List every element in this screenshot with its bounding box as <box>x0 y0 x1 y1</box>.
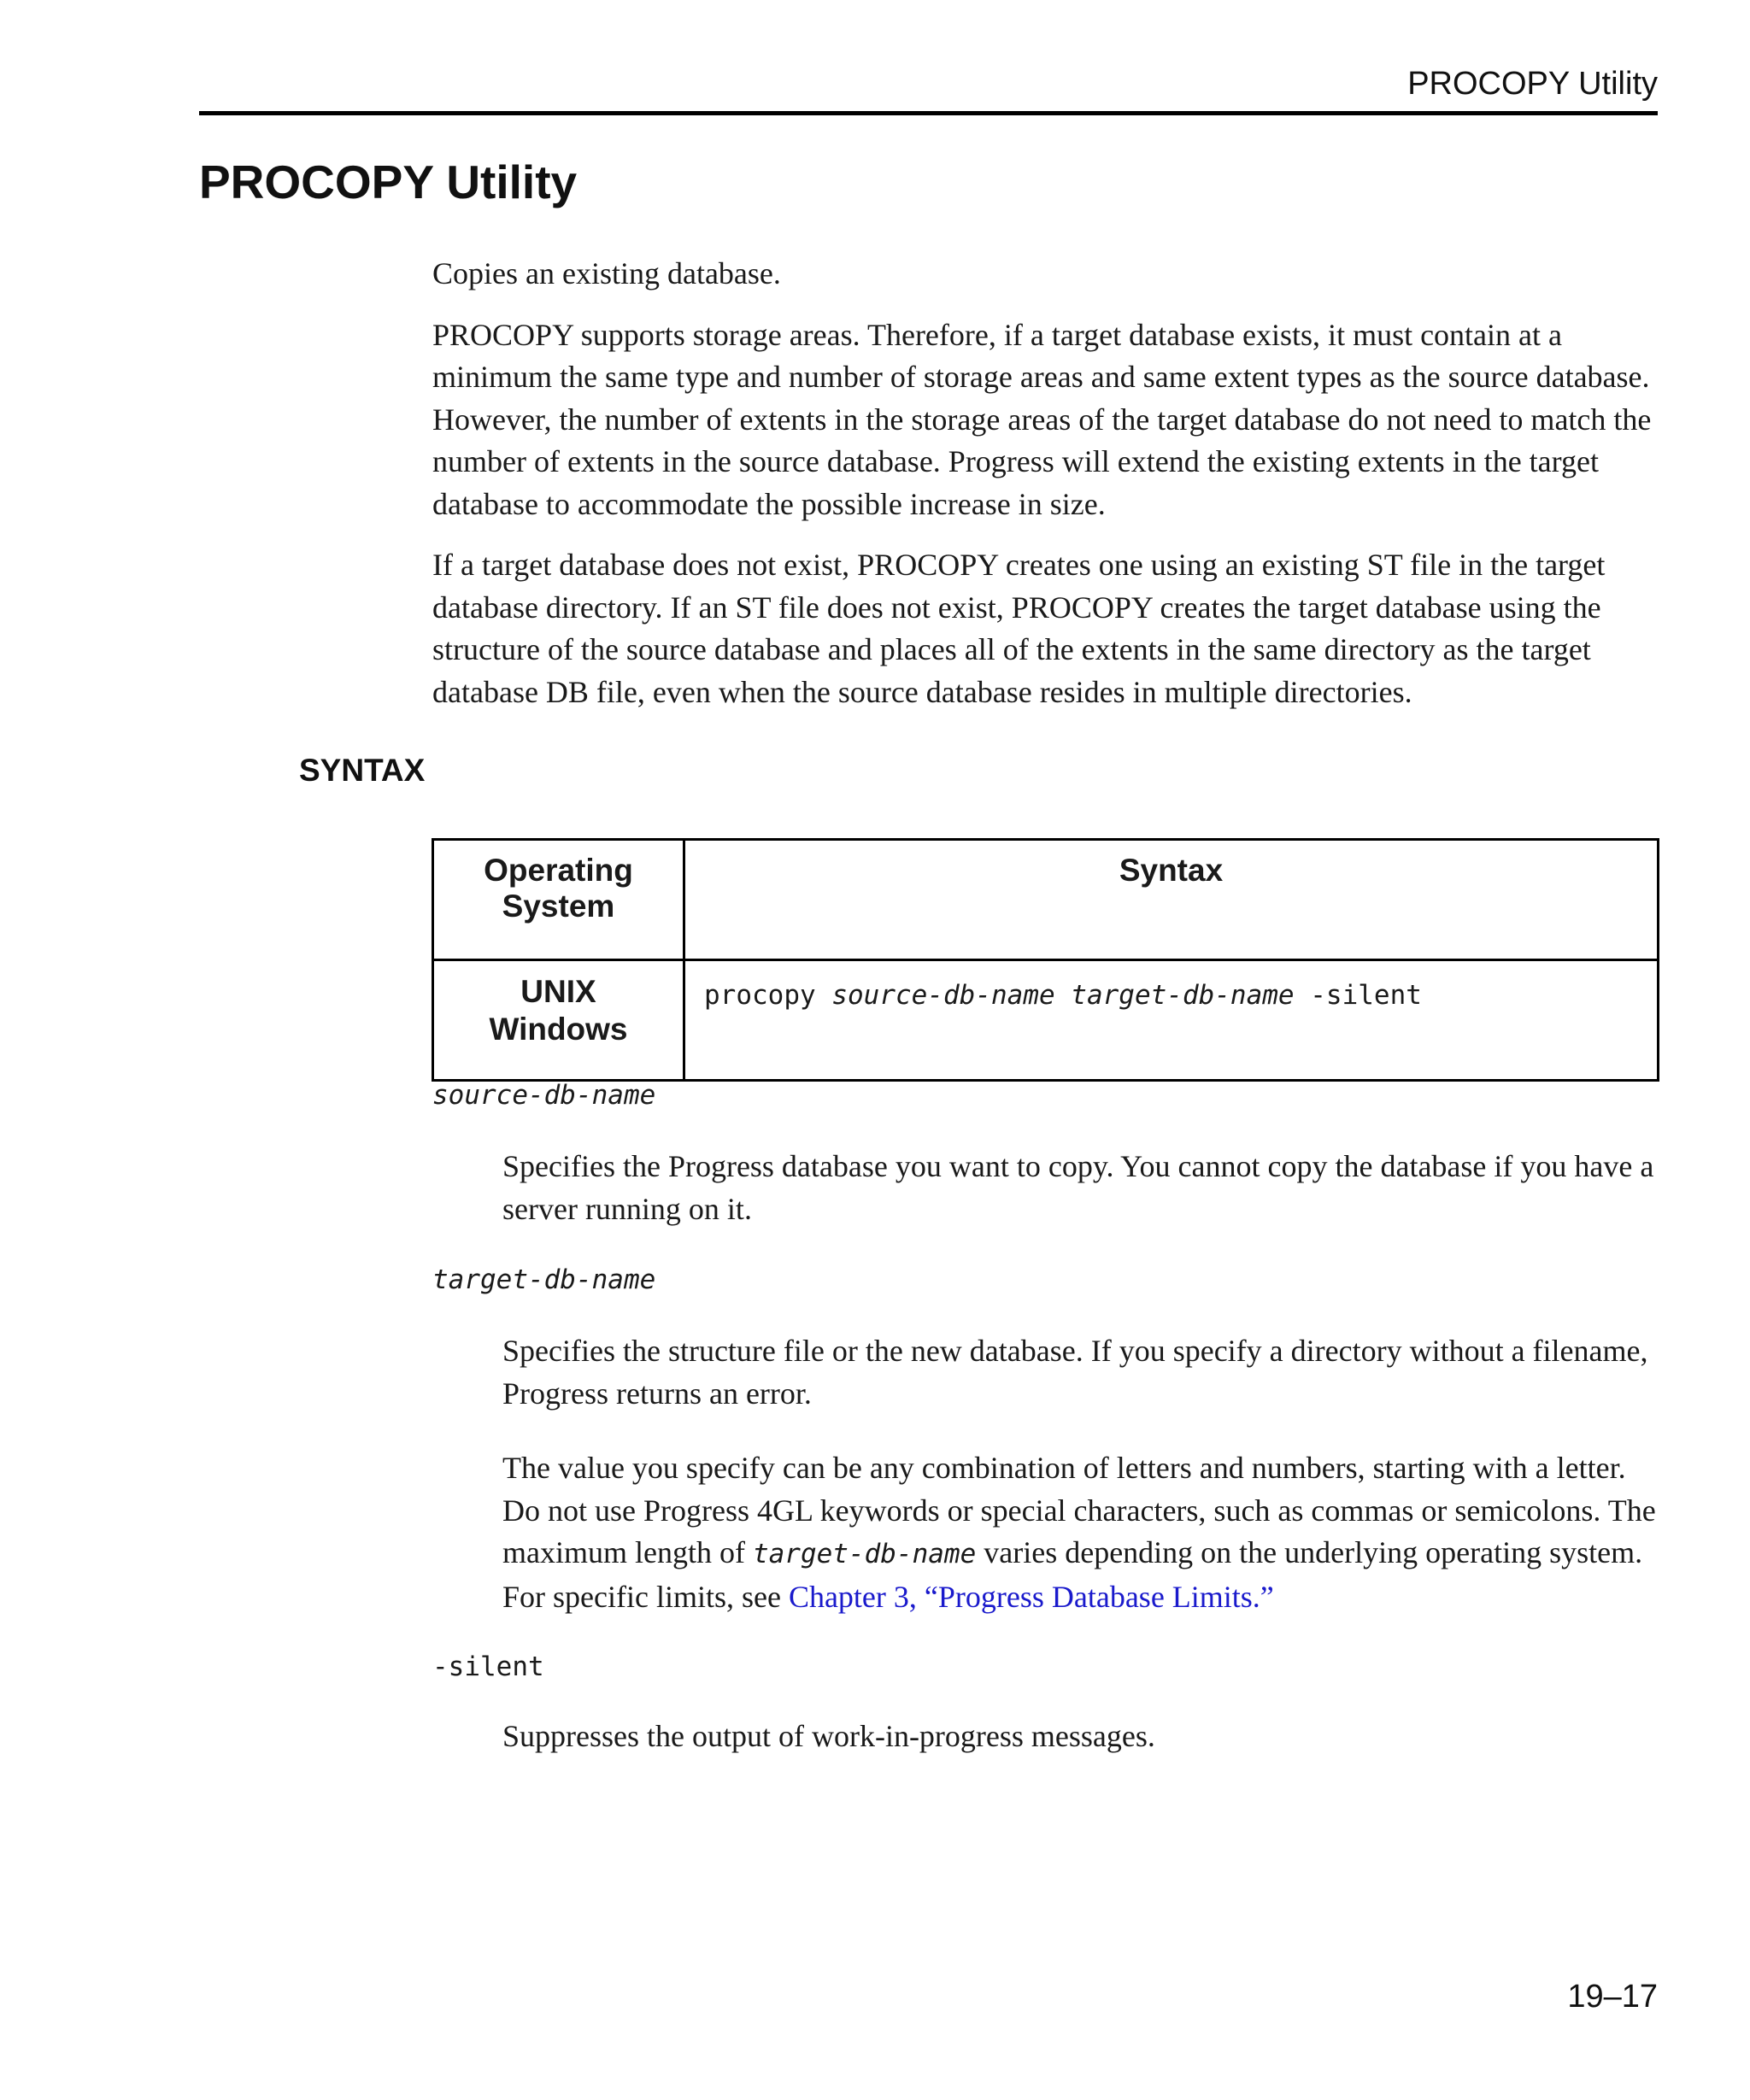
chapter-3-link[interactable]: Chapter 3, “Progress Database Limits.” <box>788 1579 1274 1614</box>
param-silent: -silent <box>432 1651 544 1682</box>
syntax-command <box>684 960 1659 1081</box>
header-operating-system <box>433 840 684 960</box>
os-unix: UNIX <box>520 974 596 1009</box>
silent-description-text: Suppresses the output of work-in-progress messages. <box>502 1719 1155 1753</box>
page-number: 19–17 <box>1567 1979 1658 2015</box>
os-cell <box>433 960 684 1081</box>
target-description-text: Specifies the structure file or the new database. If you specify a directory without a filename, Progress returns an error. <box>502 1334 1648 1411</box>
param-source-description <box>502 1146 1661 1263</box>
syntax-table-header-row <box>433 840 1659 960</box>
target-note-before: The value you specify can be any combination of letters and numbers, starting with a letter. Do not use Progress 4GL keywords or special characters, such as commas or semicolons. The maximum length of <box>502 1451 1656 1569</box>
intro-paragraph-no-target: If a target database does not exist, PROCOPY creates one using an existing ST file in the target database directory. If an ST file does not exist, PROCOPY creates the target database using the structure of the source database and places all of the extents in the same directory as the target database DB file, even when the source database resides in multiple directories. <box>432 548 1606 709</box>
intro-summary: Copies an existing database. <box>432 256 781 290</box>
header-syntax: Syntax <box>684 840 1659 960</box>
command-name: procopy <box>704 980 816 1011</box>
target-note-after: varies depending on the underlying operating system. For specific limits, see <box>502 1535 1643 1614</box>
syntax-table <box>432 838 1659 1082</box>
param-source-db-name: source-db-name <box>432 1080 656 1111</box>
target-note <box>502 1447 1661 1618</box>
header-os-line2: System <box>502 889 615 924</box>
running-header: PROCOPY Utility <box>1407 66 1658 102</box>
header-rule <box>199 111 1658 115</box>
intro-paragraph-storage: PROCOPY supports storage areas. Therefore, if a target database exists, it must contain at a minimum the same type and number of storage areas and same extent types as the source database. However, the number of extents in the storage areas of the target database do not need to match the number of extents in the source database. Progress will extend the existing extents in the target database to accommodate the possible increase in size. <box>432 317 1652 521</box>
header-os-line1: Operating <box>484 853 633 888</box>
intro-text <box>432 253 1659 732</box>
param-target-db-name: target-db-name <box>432 1264 656 1295</box>
target-note-code: target-db-name <box>752 1539 977 1569</box>
param-target-description <box>502 1330 1661 1651</box>
command-arg-target: target-db-name <box>1071 980 1295 1011</box>
command-option-silent: -silent <box>1310 980 1422 1011</box>
param-silent-description <box>502 1716 1661 1791</box>
os-windows: Windows <box>489 1012 628 1047</box>
syntax-table-row <box>433 960 1659 1081</box>
syntax-heading: SYNTAX <box>299 753 426 788</box>
source-description-text: Specifies the Progress database you want to copy. You cannot copy the database if you have a server running on it. <box>502 1149 1654 1226</box>
section-title: PROCOPY Utility <box>199 155 578 208</box>
command-arg-source: source-db-name <box>831 980 1055 1011</box>
